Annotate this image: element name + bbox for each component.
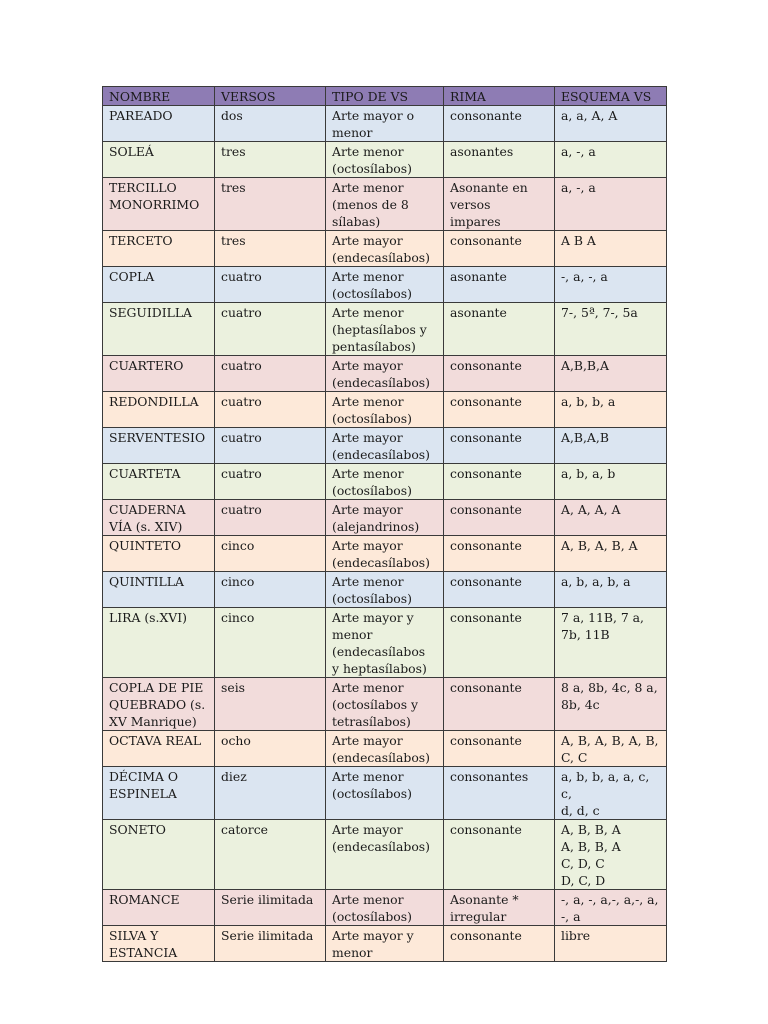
esquema-vs-cell: A, A, A, A — [555, 500, 667, 536]
esquema-vs-cell: A,B,B,A — [555, 356, 667, 392]
esquema-vs-cell: -, a, -, a,-, a,-, a, -, a — [555, 890, 667, 926]
table-row — [103, 678, 667, 731]
rima-cell: consonante — [444, 500, 555, 536]
nombre-cell: CUADERNA VÍA (s. XIV) — [103, 500, 215, 536]
versos-cell: cuatro — [215, 464, 326, 500]
esquema-vs-cell: a, -, a — [555, 142, 667, 178]
rima-cell: consonante — [444, 392, 555, 428]
esquema-vs-cell: 7 a, 11B, 7 a, 7b, 11B — [555, 608, 667, 678]
table-row — [103, 303, 667, 356]
nombre-cell: ROMANCE — [103, 890, 215, 926]
esquema-vs-cell: -, a, -, a — [555, 267, 667, 303]
versos-cell: cinco — [215, 608, 326, 678]
rima-cell: consonante — [444, 106, 555, 142]
nombre-cell: CUARTERO — [103, 356, 215, 392]
esquema-vs-cell: A, B, A, B, A, B, C, C — [555, 731, 667, 767]
nombre-cell: SEGUIDILLA — [103, 303, 215, 356]
rima-cell: consonante — [444, 820, 555, 890]
versos-cell: cuatro — [215, 267, 326, 303]
table-row — [103, 428, 667, 464]
esquema-vs-cell: 8 a, 8b, 4c, 8 a, 8b, 4c — [555, 678, 667, 731]
nombre-cell: SOLEÁ — [103, 142, 215, 178]
header-row — [103, 87, 667, 106]
table-row — [103, 231, 667, 267]
rima-cell: consonante — [444, 926, 555, 962]
tipo-de-vs-cell: Arte menor (octosílabos) — [326, 392, 444, 428]
tipo-de-vs-cell: Arte menor (octosílabos) — [326, 890, 444, 926]
versos-cell: Serie ilimitada — [215, 926, 326, 962]
rima-cell: consonante — [444, 572, 555, 608]
header-nombre: NOMBRE — [103, 87, 215, 106]
versos-cell: diez — [215, 767, 326, 820]
poetry-forms-table — [102, 86, 667, 962]
table-row — [103, 890, 667, 926]
table-row — [103, 178, 667, 231]
table-row — [103, 536, 667, 572]
rima-cell: asonante — [444, 303, 555, 356]
nombre-cell: REDONDILLA — [103, 392, 215, 428]
nombre-cell: COPLA — [103, 267, 215, 303]
table-row — [103, 820, 667, 890]
versos-cell: cuatro — [215, 500, 326, 536]
table-row — [103, 572, 667, 608]
versos-cell: Serie ilimitada — [215, 890, 326, 926]
rima-cell: consonante — [444, 428, 555, 464]
versos-cell: tres — [215, 178, 326, 231]
nombre-cell: CUARTETA — [103, 464, 215, 500]
tipo-de-vs-cell: Arte mayor (endecasílabos) — [326, 356, 444, 392]
rima-cell: consonantes — [444, 767, 555, 820]
table-row — [103, 142, 667, 178]
esquema-vs-cell: a, b, b, a, a, c, c, d, d, c — [555, 767, 667, 820]
tipo-de-vs-cell: Arte menor (octosílabos) — [326, 572, 444, 608]
versos-cell: cuatro — [215, 356, 326, 392]
esquema-vs-cell: a, a, A, A — [555, 106, 667, 142]
tipo-de-vs-cell: Arte menor (octosílabos) — [326, 464, 444, 500]
header-rima: RIMA — [444, 87, 555, 106]
nombre-cell: SERVENTESIO — [103, 428, 215, 464]
rima-cell: consonante — [444, 608, 555, 678]
rima-cell: consonante — [444, 464, 555, 500]
tipo-de-vs-cell: Arte mayor (endecasílabos) — [326, 536, 444, 572]
nombre-cell: DÉCIMA O ESPINELA — [103, 767, 215, 820]
versos-cell: catorce — [215, 820, 326, 890]
header-versos: VERSOS — [215, 87, 326, 106]
tipo-de-vs-cell: Arte mayor (endecasílabos) — [326, 428, 444, 464]
esquema-vs-cell: a, -, a — [555, 178, 667, 231]
nombre-cell: SONETO — [103, 820, 215, 890]
esquema-vs-cell: A, B, B, A A, B, B, A C, D, C D, C, D — [555, 820, 667, 890]
table-row — [103, 608, 667, 678]
tipo-de-vs-cell: Arte mayor (endecasílabos) — [326, 231, 444, 267]
nombre-cell: PAREADO — [103, 106, 215, 142]
rima-cell: Asonante * irregular — [444, 890, 555, 926]
table-row — [103, 464, 667, 500]
esquema-vs-cell: a, b, a, b, a — [555, 572, 667, 608]
table-row — [103, 392, 667, 428]
nombre-cell: SILVA Y ESTANCIA — [103, 926, 215, 962]
tipo-de-vs-cell: Arte menor (octosílabos) — [326, 767, 444, 820]
versos-cell: cinco — [215, 536, 326, 572]
versos-cell: seis — [215, 678, 326, 731]
table-row — [103, 106, 667, 142]
tipo-de-vs-cell: Arte mayor y menor — [326, 926, 444, 962]
table-body — [103, 106, 667, 962]
versos-cell: cuatro — [215, 428, 326, 464]
esquema-vs-cell: a, b, b, a — [555, 392, 667, 428]
rima-cell: asonante — [444, 267, 555, 303]
rima-cell: consonante — [444, 678, 555, 731]
esquema-vs-cell: A B A — [555, 231, 667, 267]
versos-cell: dos — [215, 106, 326, 142]
tipo-de-vs-cell: Arte mayor (endecasílabos) — [326, 820, 444, 890]
esquema-vs-cell: A,B,A,B — [555, 428, 667, 464]
table-row — [103, 731, 667, 767]
esquema-vs-cell: a, b, a, b — [555, 464, 667, 500]
versos-cell: tres — [215, 142, 326, 178]
nombre-cell: QUINTETO — [103, 536, 215, 572]
tipo-de-vs-cell: Arte mayor (alejandrinos) — [326, 500, 444, 536]
rima-cell: consonante — [444, 231, 555, 267]
esquema-vs-cell: libre — [555, 926, 667, 962]
tipo-de-vs-cell: Arte mayor o menor — [326, 106, 444, 142]
versos-cell: cuatro — [215, 303, 326, 356]
nombre-cell: LIRA (s.XVI) — [103, 608, 215, 678]
nombre-cell: QUINTILLA — [103, 572, 215, 608]
nombre-cell: TERCETO — [103, 231, 215, 267]
header-esquema-vs: ESQUEMA VS — [555, 87, 667, 106]
versos-cell: ocho — [215, 731, 326, 767]
esquema-vs-cell: 7-, 5ª, 7-, 5a — [555, 303, 667, 356]
rima-cell: consonante — [444, 536, 555, 572]
header-tipo-de-vs: TIPO DE VS — [326, 87, 444, 106]
tipo-de-vs-cell: Arte menor (heptasílabos y pentasílabos) — [326, 303, 444, 356]
nombre-cell: COPLA DE PIE QUEBRADO (s. XV Manrique) — [103, 678, 215, 731]
rima-cell: consonante — [444, 731, 555, 767]
nombre-cell: TERCILLO MONORRIMO — [103, 178, 215, 231]
table-row — [103, 926, 667, 962]
rima-cell: Asonante en versos impares — [444, 178, 555, 231]
rima-cell: asonantes — [444, 142, 555, 178]
esquema-vs-cell: A, B, A, B, A — [555, 536, 667, 572]
table-row — [103, 356, 667, 392]
tipo-de-vs-cell: Arte mayor y menor (endecasílabos y heptasílabos) — [326, 608, 444, 678]
table-row — [103, 767, 667, 820]
versos-cell: cuatro — [215, 392, 326, 428]
versos-cell: tres — [215, 231, 326, 267]
rima-cell: consonante — [444, 356, 555, 392]
table-row — [103, 500, 667, 536]
tipo-de-vs-cell: Arte menor (octosílabos) — [326, 267, 444, 303]
tipo-de-vs-cell: Arte menor (menos de 8 sílabas) — [326, 178, 444, 231]
tipo-de-vs-cell: Arte mayor (endecasílabos) — [326, 731, 444, 767]
nombre-cell: OCTAVA REAL — [103, 731, 215, 767]
table-row — [103, 267, 667, 303]
versos-cell: cinco — [215, 572, 326, 608]
tipo-de-vs-cell: Arte menor (octosílabos y tetrasílabos) — [326, 678, 444, 731]
tipo-de-vs-cell: Arte menor (octosílabos) — [326, 142, 444, 178]
